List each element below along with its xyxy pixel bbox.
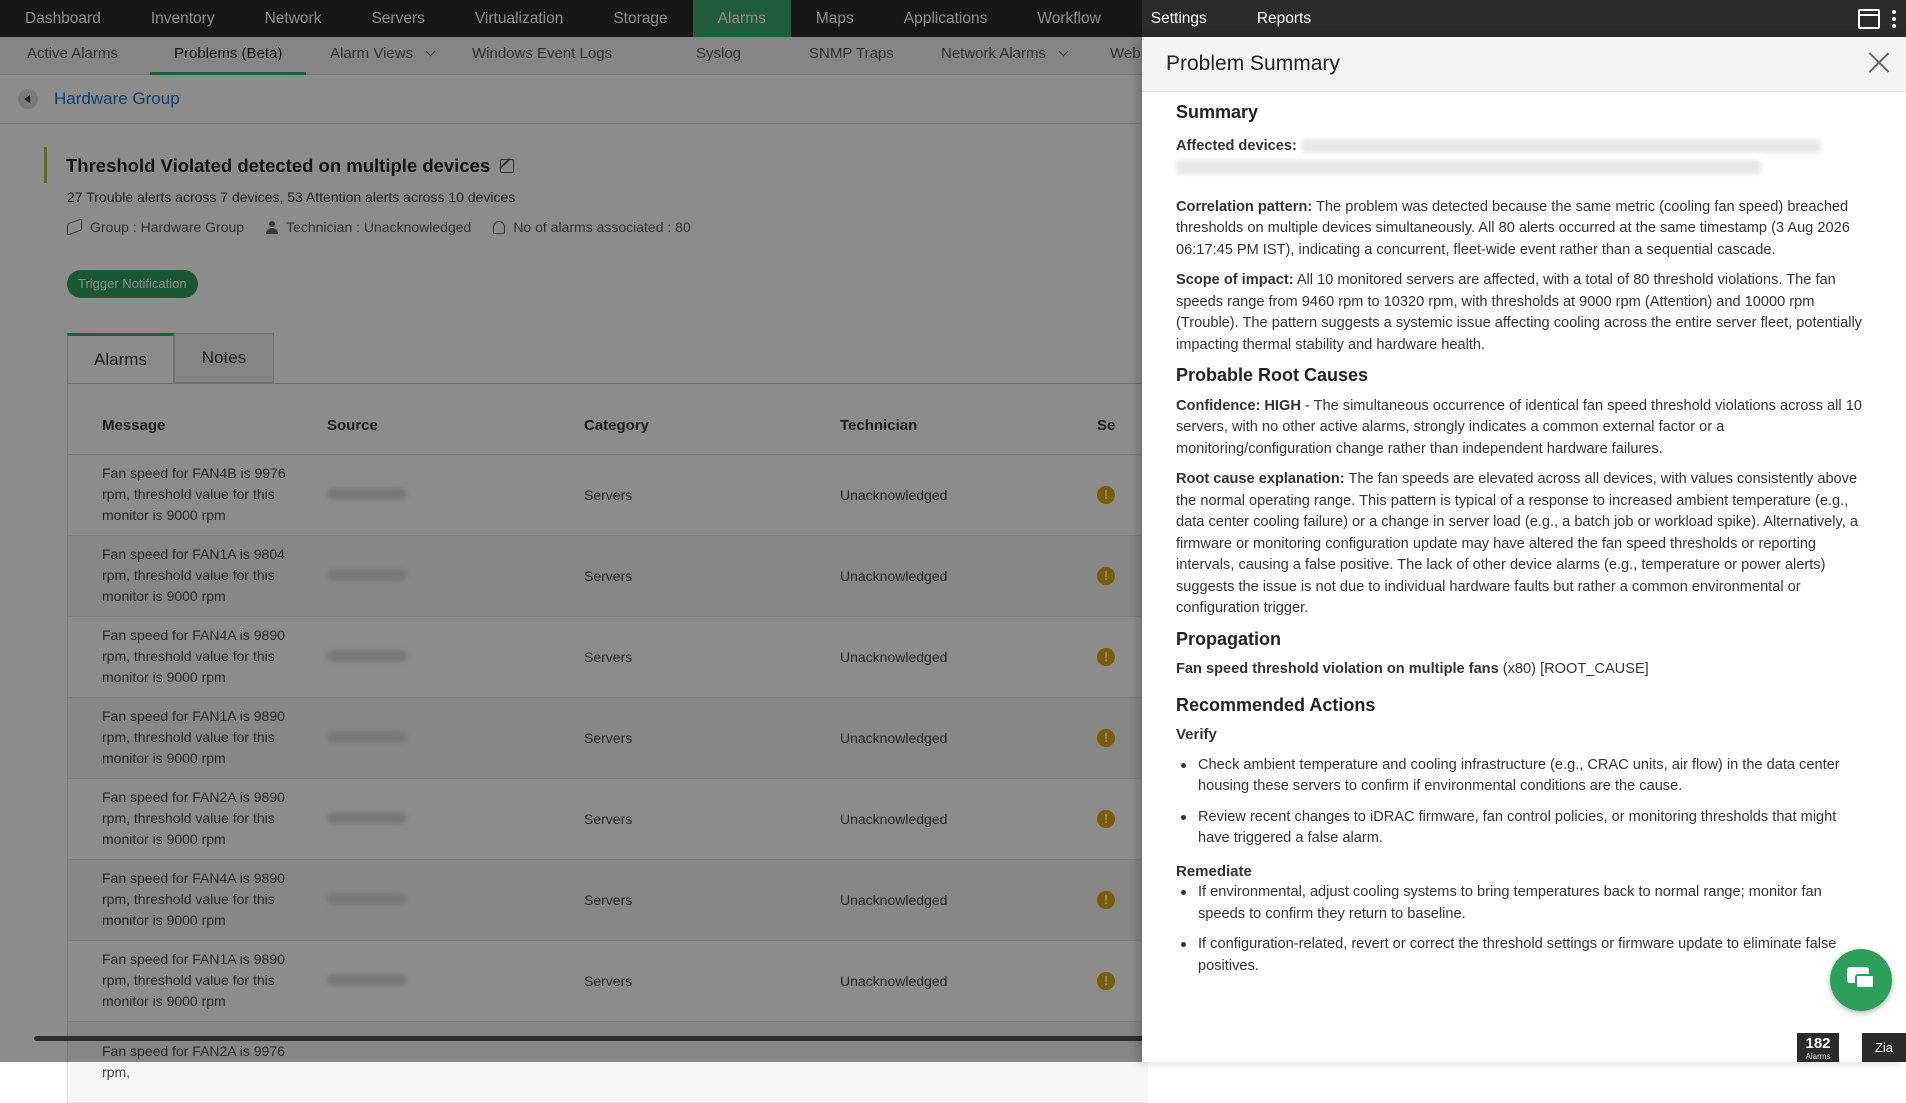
- meta-group-text: Group : Hardware Group: [90, 219, 245, 235]
- more-options-icon[interactable]: [1892, 10, 1896, 28]
- row-technician: Unacknowledged: [840, 778, 1097, 859]
- row-technician: Unacknowledged: [840, 616, 1097, 697]
- row-technician: Unacknowledged: [840, 697, 1097, 778]
- warning-icon: !: [1097, 567, 1115, 585]
- explanation-text: The fan speeds are elevated across all devices, with values consistently above the normal operating range. This pattern is typical of a response to increased ambient temperature (e.g., data center cooling failure) or a change in server load (e.g., a batch job or workload spike). Alternatively, a firmware or monitoring configuration update may have altered the fan speed thresholds or reporting intervals, causing a false positive. The lack of other device alarms (e.g., temperature or power alerts) suggests the issue is not due to individual hardware faults but rather a common environmental or configuration trigger.: [1176, 471, 1858, 616]
- panel-body: [1176, 102, 1872, 977]
- row-category: Servers: [584, 940, 840, 1021]
- row-category: Servers: [584, 697, 840, 778]
- explanation-label: Root cause explanation:: [1176, 471, 1345, 487]
- list-item: Check ambient temperature and cooling infrastructure (e.g., CRAC units, air flow) in the data center housing these servers to confirm if environmental conditions are the cause.: [1176, 755, 1872, 798]
- col-message[interactable]: Message: [68, 384, 327, 454]
- row-technician: Unacknowledged: [840, 859, 1097, 940]
- list-item: If configuration-related, revert or correct the threshold settings or firmware update to eliminate false positives.: [1176, 934, 1872, 977]
- nav-reports[interactable]: Reports: [1256, 9, 1312, 27]
- remediate-heading: Remediate: [1176, 862, 1252, 880]
- subnav-windows-event-logs[interactable]: Windows Event Logs: [472, 45, 613, 62]
- nav-virtualization[interactable]: Virtualization: [474, 9, 564, 27]
- close-icon[interactable]: [1868, 51, 1890, 73]
- correlation-text: The problem was detected because the same metric (cooling fan speed) breached thresholds on multiple devices simultaneously. All 80 alerts occurred at the same timestamp (3 Aug 2026 06:17:45 PM IST), indicating a concurrent, fleet-wide event rather than a sequential cascade.: [1176, 198, 1850, 258]
- problem-title-text: Threshold Violated detected on multiple devices: [66, 155, 491, 176]
- row-message: Fan speed for FAN1A is 9890 rpm, threshold value for this monitor is 9000 rpm: [68, 940, 327, 1021]
- meta-alarm-count-text: No of alarms associated : 80: [513, 219, 691, 235]
- window-icon[interactable]: [1858, 9, 1880, 29]
- nav-right-tools: [1858, 0, 1906, 37]
- row-message: Fan speed for FAN2A is 9976 rpm,: [68, 1021, 327, 1102]
- row-technician: Unacknowledged: [840, 535, 1097, 616]
- scope-label: Scope of impact:: [1176, 272, 1294, 288]
- chat-button[interactable]: [1830, 949, 1892, 1011]
- warning-icon: !: [1097, 972, 1115, 990]
- nav-network[interactable]: Network: [264, 9, 322, 27]
- correlation-paragraph: [1176, 197, 1872, 262]
- nav-storage[interactable]: Storage: [613, 9, 668, 27]
- row-message: Fan speed for FAN4B is 9976 rpm, threshold value for this monitor is 9000 rpm: [68, 454, 327, 535]
- nav-inventory[interactable]: Inventory: [150, 9, 215, 27]
- tab-notes[interactable]: Notes: [174, 333, 274, 383]
- breadcrumb-link[interactable]: Hardware Group: [54, 89, 180, 108]
- trigger-notification-button[interactable]: Trigger Notification: [67, 270, 198, 298]
- warning-icon: !: [1097, 648, 1115, 666]
- nav-dashboard[interactable]: Dashboard: [25, 9, 101, 27]
- summary-heading: Summary: [1176, 102, 1259, 122]
- list-item: If environmental, adjust cooling systems to bring temperatures back to normal range; monitor fan speeds to confirm they return to baseline.: [1176, 882, 1872, 925]
- subnav-network-alarms-label: Network Alarms: [941, 45, 1047, 62]
- propagation-heading: Propagation: [1176, 628, 1282, 649]
- remediate-list: [1176, 882, 1872, 977]
- row-category: Servers: [584, 778, 840, 859]
- verify-list: [1176, 755, 1872, 850]
- nav-settings[interactable]: Settings: [1150, 9, 1207, 27]
- confidence-text: - The simultaneous occurrence of identical fan speed threshold violations across all 10 servers, with no other active alarms, strongly indicates a common external factor or a monitoring/configuration change rather than independent hardware failures.: [1176, 397, 1862, 457]
- nav-alarms[interactable]: Alarms: [693, 0, 791, 37]
- meta-technician-text: Technician : Unacknowledged: [286, 219, 472, 235]
- col-category[interactable]: Category: [584, 384, 840, 454]
- col-technician[interactable]: Technician: [840, 384, 1097, 454]
- panel-title: Problem Summary: [1166, 52, 1340, 75]
- subnav-alarm-views-label: Alarm Views: [330, 45, 414, 62]
- subnav-web[interactable]: Web: [1110, 45, 1141, 62]
- row-technician: Unacknowledged: [840, 454, 1097, 535]
- zia-button[interactable]: Zia: [1862, 1033, 1906, 1062]
- subnav-active-alarms[interactable]: Active Alarms: [27, 45, 118, 62]
- row-category: Servers: [584, 859, 840, 940]
- alarm-count-label: Alarms: [1805, 1052, 1831, 1061]
- nav-maps[interactable]: Maps: [815, 9, 854, 27]
- nav-servers[interactable]: Servers: [371, 9, 425, 27]
- subnav-snmp-traps[interactable]: SNMP Traps: [809, 45, 894, 62]
- propagation-label: Fan speed threshold violation on multiple fans: [1176, 661, 1499, 677]
- redacted-devices: [1176, 160, 1761, 174]
- row-category: Servers: [584, 535, 840, 616]
- row-message: Fan speed for FAN1A is 9890 rpm, threshold value for this monitor is 9000 rpm: [68, 697, 327, 778]
- row-message: Fan speed for FAN1A is 9804 rpm, threshold value for this monitor is 9000 rpm: [68, 535, 327, 616]
- problem-summary-panel: [1142, 37, 1906, 1062]
- actions-heading: Recommended Actions: [1176, 694, 1376, 715]
- propagation-text: (x80) [ROOT_CAUSE]: [1498, 661, 1649, 677]
- problem-subtitle: 27 Trouble alerts across 7 devices, 53 Attention alerts across 10 devices: [67, 189, 516, 205]
- nav-applications[interactable]: Applications: [903, 9, 988, 27]
- warning-icon: !: [1097, 486, 1115, 504]
- col-severity[interactable]: Se: [1097, 384, 1148, 454]
- row-technician: Unacknowledged: [840, 940, 1097, 1021]
- root-causes-heading: Probable Root Causes: [1176, 365, 1369, 385]
- correlation-label: Correlation pattern:: [1176, 198, 1313, 215]
- row-message: Fan speed for FAN4A is 9890 rpm, threshold value for this monitor is 9000 rpm: [68, 859, 327, 940]
- row-message: Fan speed for FAN2A is 9890 rpm, threshold value for this monitor is 9000 rpm: [68, 778, 327, 859]
- explanation-paragraph: [1176, 469, 1872, 620]
- scope-paragraph: [1176, 270, 1872, 356]
- warning-icon: !: [1097, 810, 1115, 828]
- row-category: Servers: [584, 454, 840, 535]
- tab-alarms[interactable]: Alarms: [67, 333, 174, 383]
- scope-text: All 10 monitored servers are affected, with a total of 80 threshold violations. The fan speeds range from 9460 rpm to 10320 rpm, with thresholds at 9000 rpm (Attention) and 10000 rpm (Trouble). The pattern suggests a systemic issue affecting cooling across the entire server fleet, potentially impacting thermal stability and hardware health.: [1176, 272, 1862, 353]
- subnav-syslog[interactable]: Syslog: [696, 45, 742, 62]
- alarm-count-badge[interactable]: [1797, 1033, 1839, 1062]
- confidence-label: Confidence: HIGH: [1176, 397, 1301, 414]
- row-message: Fan speed for FAN4A is 9890 rpm, threshold value for this monitor is 9000 rpm: [68, 616, 327, 697]
- warning-icon: !: [1097, 729, 1115, 747]
- alarm-count-number: 182: [1805, 1035, 1831, 1052]
- row-category: Servers: [584, 616, 840, 697]
- panel-header: [1142, 37, 1906, 92]
- warning-icon: !: [1097, 891, 1115, 909]
- list-item: Review recent changes to iDRAC firmware, fan control policies, or monitoring thresholds that might have triggered a false alarm.: [1176, 807, 1872, 850]
- col-source[interactable]: Source: [327, 384, 584, 454]
- chat-icon-secondary: [1855, 974, 1875, 989]
- verify-heading: Verify: [1176, 726, 1217, 743]
- confidence-paragraph: [1176, 396, 1872, 461]
- subnav-problems[interactable]: Problems (Beta): [150, 37, 306, 75]
- redacted-devices: [1301, 139, 1821, 153]
- nav-workflow[interactable]: Workflow: [1037, 9, 1101, 27]
- propagation-paragraph: [1176, 659, 1872, 681]
- affected-devices: [1176, 136, 1872, 179]
- affected-label: Affected devices:: [1176, 137, 1297, 154]
